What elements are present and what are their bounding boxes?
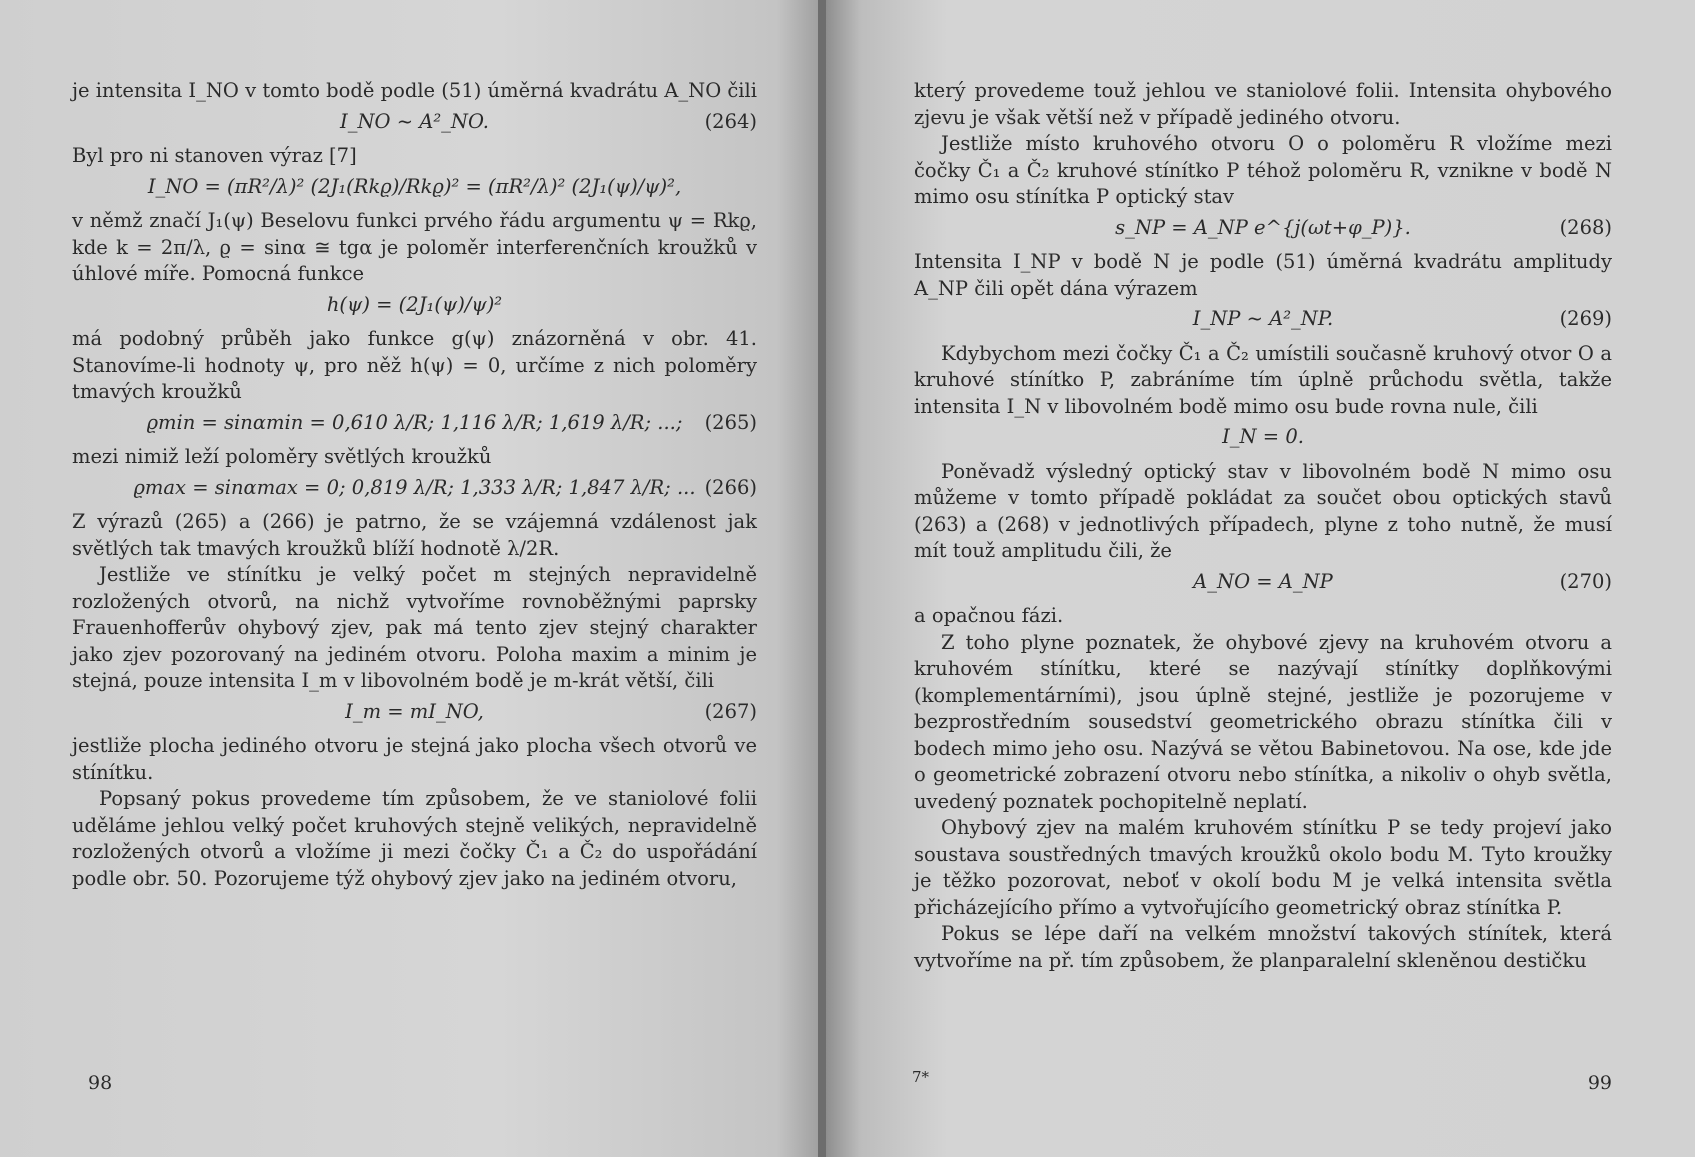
- equation-expression: ϱmin = sinαmin = 0,610 λ/R; 1,116 λ/R; 1,619 λ/R; ...;: [146, 410, 683, 434]
- equation-expression: I_N = 0.: [1222, 425, 1304, 448]
- paragraph: Popsaný pokus provedeme tím způsobem, že ve staniolové folii uděláme jehlou velký počet kruhových stejně velikých, nepravidelně rozložených otvorů a vložíme ji mezi čočky Č₁ a Č₂ do uspořádání podle obr. 50. Pozorujeme týž ohybový zjev jako na jediném otvoru,: [72, 787, 757, 890]
- paragraph: Kdybychom mezi čočky Č₁ a Č₂ umístili současně kruhový otvor O a kruhové stínítko P, zabráníme tím úplně průchodu světla, takže intensita I_N v libovolném bodě mimo osu bude rovna nule, čili: [914, 341, 1612, 418]
- equation: [72, 292, 757, 319]
- paragraph: Poněvadž výsledný optický stav v libovolném bodě N mimo osu můžeme v tomto případě pokládat za součet obou optických stavů (263) a (268) v jednotlivých případech, plyne z toho nutně, že musí mít touž amplitudu čili, že: [914, 459, 1612, 562]
- paragraph: jestliže plocha jediného otvoru je stejná jako plocha všech otvorů ve stínítku.: [72, 734, 757, 784]
- equation: [72, 410, 757, 437]
- equation-number: (264): [704, 109, 757, 133]
- equation-number: (270): [1559, 569, 1612, 593]
- left-page: [0, 0, 826, 1157]
- paragraph: Byl pro ni stanoven výraz [7]: [72, 144, 357, 167]
- equation-number: (265): [704, 410, 757, 434]
- equation-expression: I_NO ~ A²_NO.: [340, 109, 489, 133]
- equation: [914, 424, 1612, 451]
- equation-expression: I_NO = (πR²/λ)² (2J₁(Rkϱ)/Rkϱ)² = (πR²/λ)² (2J₁(ψ)/ψ)²,: [147, 174, 682, 198]
- equation: [914, 306, 1612, 333]
- equation: [72, 109, 757, 136]
- equation: [72, 475, 757, 502]
- equation-expression: I_NP ~ A²_NP.: [1192, 307, 1334, 330]
- right-page-number: 99: [1587, 1072, 1612, 1094]
- equation-number: (269): [1559, 307, 1612, 330]
- left-page-text: [72, 78, 757, 892]
- paragraph: Jestliže ve stínítku je velký počet m stejných nepravidelně rozložených otvorů, na nichž vytvoříme rovnoběžnými paprsky Frauenhofferův ohybový zjev, pak má tento zjev stejný charakter jako zjev pozorovaný na jediném otvoru. Poloha maxim a minim je stejná, pouze intensita I_m v libovolném bodě je m-krát větší, čili: [72, 563, 757, 692]
- paragraph: má podobný průběh jako funkce g(ψ) znázorněná v obr. 41. Stanovíme-li hodnoty ψ, pro něž h(ψ) = 0, určíme z nich poloměry tmavých kroužků: [72, 327, 757, 403]
- equation: [72, 174, 757, 201]
- equation-expression: A_NO = A_NP: [1193, 569, 1333, 593]
- paragraph: je intensita I_NO v tomto bodě podle (51) úměrná kvadrátu A_NO čili: [72, 79, 758, 102]
- paragraph: Z výrazů (265) a (266) je patrno, že se vzájemná vzdálenost jak světlých tak tmavých kroužků blíží hodnotě λ/2R.: [72, 510, 757, 560]
- paragraph: Intensita I_NP v bodě N je podle (51) úměrná kvadrátu amplitudy A_NP čili opět dána výrazem: [914, 250, 1612, 300]
- paragraph: v němž značí J₁(ψ) Beselovu funkci prvého řádu argumentu ψ = Rkϱ, kde k = 2π/λ, ϱ = sinα ≅ tgα je poloměr interferenčních kroužků v úhlové míře. Pomocná funkce: [72, 209, 757, 285]
- paragraph: Jestliže místo kruhového otvoru O o poloměru R vložíme mezi čočky Č₁ a Č₂ kruhové stínítko P téhož poloměru R, vznikne v bodě N mimo osu stínítka P optický stav: [914, 132, 1612, 208]
- equation-number: (268): [1559, 215, 1612, 239]
- paragraph: mezi nimiž leží poloměry světlých kroužků: [72, 445, 492, 468]
- left-page-number: 98: [88, 1072, 113, 1094]
- equation-expression: s_NP = A_NP e^{j(ωt+φ_P)}.: [1115, 215, 1411, 239]
- equation-expression: h(ψ) = (2J₁(ψ)/ψ)²: [326, 292, 503, 316]
- equation: [72, 699, 757, 726]
- signature-mark: 7*: [912, 1068, 930, 1086]
- right-page: [826, 0, 1695, 1157]
- paragraph: a opačnou fázi.: [914, 604, 1064, 627]
- right-page-text: [914, 78, 1612, 974]
- equation-number: (266): [704, 475, 757, 499]
- paragraph: Ohybový zjev na malém kruhovém stínítku P se tedy projeví jako soustava soustředných tmavých kroužků okolo bodu M. Tyto kroužky je těžko pozorovat, neboť v okolí bodu M je velká intensita světla přicházejícího přímo a vytvořujícího geometrický obraz stínítka P.: [914, 816, 1612, 919]
- equation: [914, 215, 1612, 242]
- paragraph: Z toho plyne poznatek, že ohybové zjevy na kruhovém otvoru a kruhovém stínítku, které se nazývají stínítky doplňkovými (komplementárními), jsou úplně stejné, jestliže je pozorujeme v bezprostředním sousedství geometrického obrazu stínítka čili v bodech mimo jeho osu. Nazývá se větou Babinetovou. Na ose, kde jde o geometrické zobrazení otvoru nebo stínítka, a nikoliv o ohyb světla, uvedený poznatek pochopitelně neplatí.: [914, 630, 1612, 813]
- paragraph: který provedeme touž jehlou ve staniolové folii. Intensita ohybového zjevu je však větší než v případě jediného otvoru.: [914, 79, 1612, 129]
- equation-expression: I_m = mI_NO,: [345, 699, 484, 723]
- paragraph: Pokus se lépe daří na velkém množství takových stínítek, která vytvoříme na př. tím způsobem, že planparalelní skleněnou destičku: [914, 922, 1612, 972]
- equation-expression: ϱmax = sinαmax = 0; 0,819 λ/R; 1,333 λ/R; 1,847 λ/R; ...: [133, 475, 696, 499]
- equation-number: (267): [704, 699, 757, 723]
- equation: [914, 569, 1612, 596]
